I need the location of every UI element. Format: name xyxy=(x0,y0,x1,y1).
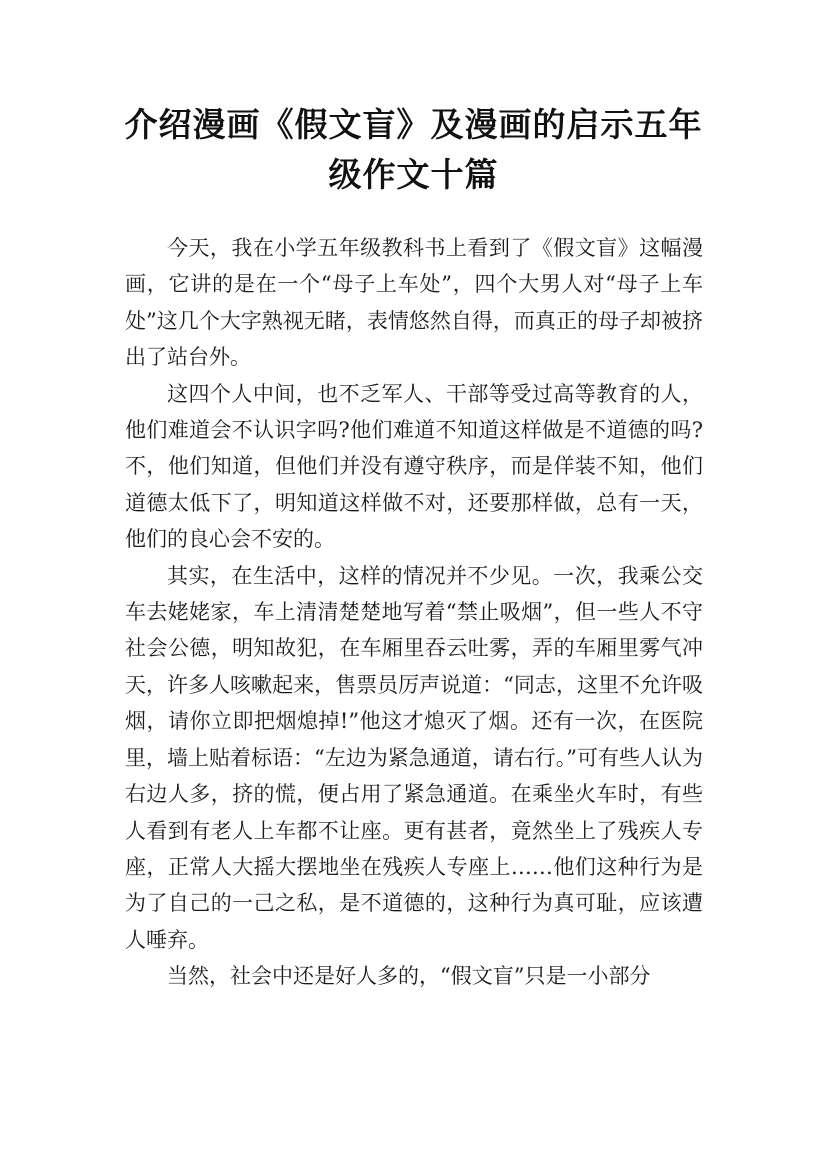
paragraph-2: 这四个人中间，也不乏军人、干部等受过高等教育的人，他们难道会不认识字吗?他们难道不知道这样做是不道德的吗?不，他们知道，但他们并没有遵守秩序，而是佯装不知，他们道德太低下了，明知道这样做不对，还要那样做，总有一天，他们的良心会不安的。 xyxy=(125,381,703,552)
document-title: 介绍漫画《假文盲》及漫画的启示五年级作文十篇 xyxy=(124,105,703,194)
document-body xyxy=(125,230,703,995)
paragraph-3: 其实，在生活中，这样的情况并不少见。一次，我乘公交车去姥姥家，车上清清楚楚地写着“禁止吸烟”，但一些人不守社会公德，明知故犯，在车厢里吞云吐雾，弄的车厢里雾气冲天，许多人咳嗽起来，售票员厉声说道：“同志，这里不允许吸烟，请你立即把烟熄掉!”他这才熄灭了烟。还有一次，在医院里，墙上贴着标语：“左边为紧急通道，请右行。”可有些人认为右边人多，挤的慌，便占用了紧急通道。在乘坐火车时，有些人看到有老人上车都不让座。更有甚者，竟然坐上了残疾人专座，正常人大摇大摆地坐在残疾人专座上……他们这种行为是为了自己的一己之私，是不道德的，这种行为真可耻，应该遭人唾弃。 xyxy=(125,563,703,952)
paragraph-1: 今天，我在小学五年级教科书上看到了《假文盲》这幅漫画，它讲的是在一个“母子上车处”，四个大男人对“母子上车处”这几个大字熟视无睹，表情悠然自得，而真正的母子却被挤出了站台外。 xyxy=(125,236,703,370)
paragraph-4: 当然，社会中还是好人多的，“假文盲”只是一小部分 xyxy=(167,964,651,989)
